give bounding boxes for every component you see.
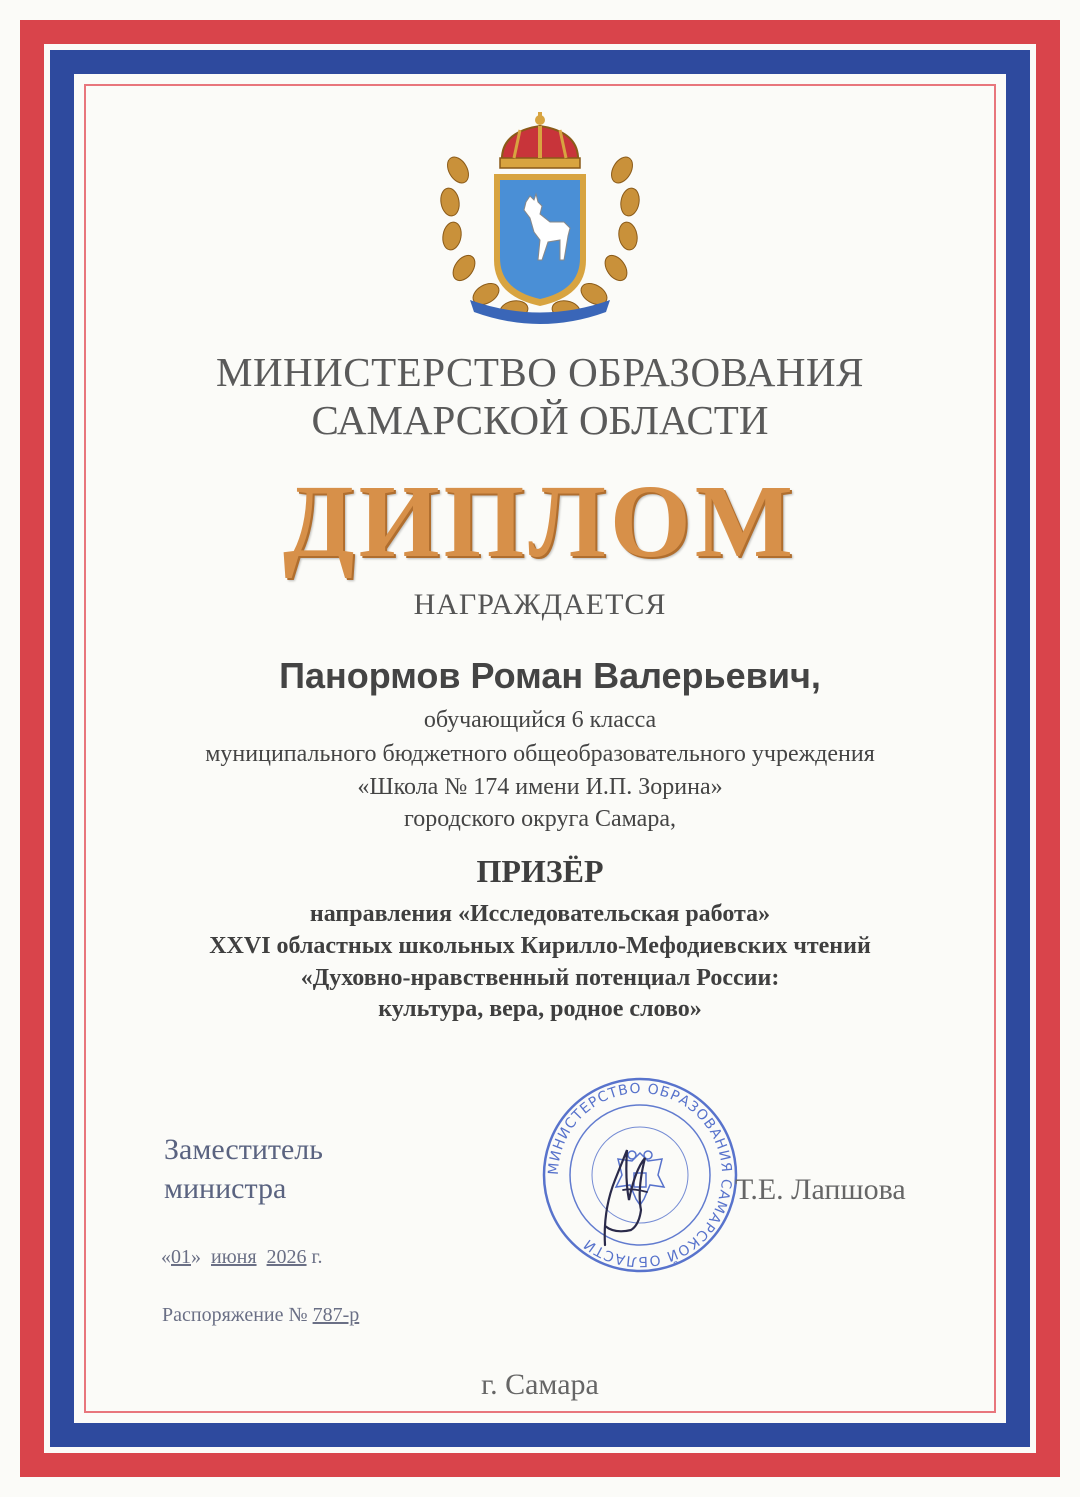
- coat-of-arms-icon: [430, 110, 650, 330]
- handwritten-signature: [575, 1130, 685, 1250]
- order-number: Распоряжение № 787-р: [162, 1304, 360, 1326]
- recipient-name: Панормов Роман Валерьевич,: [279, 655, 821, 696]
- date-month: июня: [211, 1246, 257, 1268]
- signer-position-line1: Заместитель: [164, 1133, 323, 1166]
- date-year: 2026: [266, 1246, 307, 1268]
- awarded-label: НАГРАЖДАЕТСЯ: [413, 588, 667, 621]
- recipient-info-line: обучающийся 6 класса: [423, 707, 657, 733]
- stamp-text: МИНИСТЕРСТВО ОБРАЗОВАНИЯ САМАРСКОЙ ОБЛАСТИ: [545, 1080, 735, 1270]
- ministry-name-line1: МИНИСТЕРСТВО ОБРАЗОВАНИЯ: [215, 349, 864, 395]
- competition-line: культура, вера, родное слово»: [378, 996, 702, 1022]
- competition-line: направления «Исследовательская работа»: [309, 901, 771, 927]
- date-day: 01: [171, 1246, 191, 1268]
- award-title: ПРИЗЁР: [476, 853, 604, 889]
- city: г. Самара: [481, 1368, 599, 1401]
- recipient-info-line: городского округа Самара,: [404, 806, 676, 832]
- diploma-title: ДИПЛОМ: [283, 464, 797, 579]
- issue-date: «01» июня 2026 г.: [161, 1246, 323, 1268]
- ministry-name-line2: САМАРСКОЙ ОБЛАСТИ: [311, 397, 769, 443]
- recipient-info-line: «Школа № 174 имени И.П. Зорина»: [357, 774, 723, 800]
- recipient-info-line: муниципального бюджетного общеобразовательного учреждения: [205, 741, 875, 767]
- competition-line: XXVI областных школьных Кирилло-Мефодиевских чтений: [209, 933, 871, 959]
- competition-line: «Духовно-нравственный потенциал России:: [300, 965, 780, 991]
- signer-name: Т.Е. Лапшова: [735, 1173, 906, 1206]
- signer-position-line2: министра: [164, 1172, 287, 1205]
